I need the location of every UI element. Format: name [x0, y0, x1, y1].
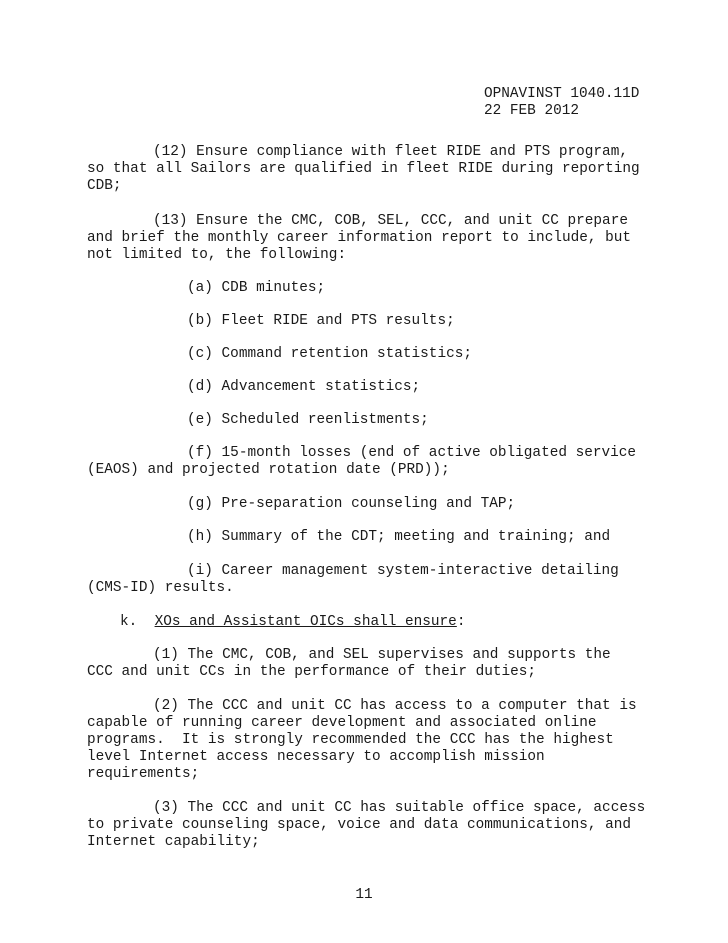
k1-line-2: CCC and unit CCs in the performance of their duties;	[87, 664, 537, 680]
k2-line-4: level Internet access necessary to accomplish mission	[87, 749, 545, 765]
k2-line-5: requirements;	[87, 766, 200, 782]
k1-line-1: (1) The CMC, COB, and SEL supervises and supports the	[153, 647, 611, 663]
para-12-line-1: (12) Ensure compliance with fleet RIDE and PTS program,	[153, 144, 628, 160]
k3-line-2: to private counseling space, voice and data communications, and	[87, 817, 632, 833]
section-k-label: k.	[120, 614, 138, 630]
instruction-date: 22 FEB 2012	[484, 103, 579, 119]
instruction-number: OPNAVINST 1040.11D	[484, 86, 640, 102]
k2-line-2: capable of running career development and associated online	[87, 715, 597, 731]
subitem-b: (b) Fleet RIDE and PTS results;	[187, 313, 455, 329]
subitem-h: (h) Summary of the CDT; meeting and training; and	[187, 529, 611, 545]
k3-line-1: (3) The CCC and unit CC has suitable office space, access	[153, 800, 646, 816]
para-13-line-1: (13) Ensure the CMC, COB, SEL, CCC, and unit CC prepare	[153, 213, 628, 229]
para-13-line-3: not limited to, the following:	[87, 247, 347, 263]
page-number: 11	[355, 887, 373, 903]
section-k-colon: :	[456, 614, 466, 630]
k3-line-3: Internet capability;	[87, 834, 260, 850]
subitem-g: (g) Pre-separation counseling and TAP;	[187, 496, 516, 512]
k2-line-1: (2) The CCC and unit CC has access to a computer that is	[153, 698, 637, 714]
subitem-a: (a) CDB minutes;	[187, 280, 326, 296]
subitem-i-line-1: (i) Career management system-interactive detailing	[187, 563, 619, 579]
para-13-line-2: and brief the monthly career information report to include, but	[87, 230, 632, 246]
para-12-line-3: CDB;	[87, 178, 122, 194]
subitem-e: (e) Scheduled reenlistments;	[187, 412, 429, 428]
para-12-line-2: so that all Sailors are qualified in fleet RIDE during reporting	[87, 161, 640, 177]
k2-line-3: programs. It is strongly recommended the CCC has the highest	[87, 732, 614, 748]
subitem-f-line-1: (f) 15-month losses (end of active obligated service	[187, 445, 637, 461]
subitem-f-line-2: (EAOS) and projected rotation date (PRD));	[87, 462, 450, 478]
section-k-heading	[120, 614, 465, 631]
subitem-i-line-2: (CMS-ID) results.	[87, 580, 234, 596]
subitem-d: (d) Advancement statistics;	[187, 379, 421, 395]
subitem-c: (c) Command retention statistics;	[187, 346, 472, 362]
section-k-title: XOs and Assistant OICs shall ensure	[154, 614, 457, 630]
